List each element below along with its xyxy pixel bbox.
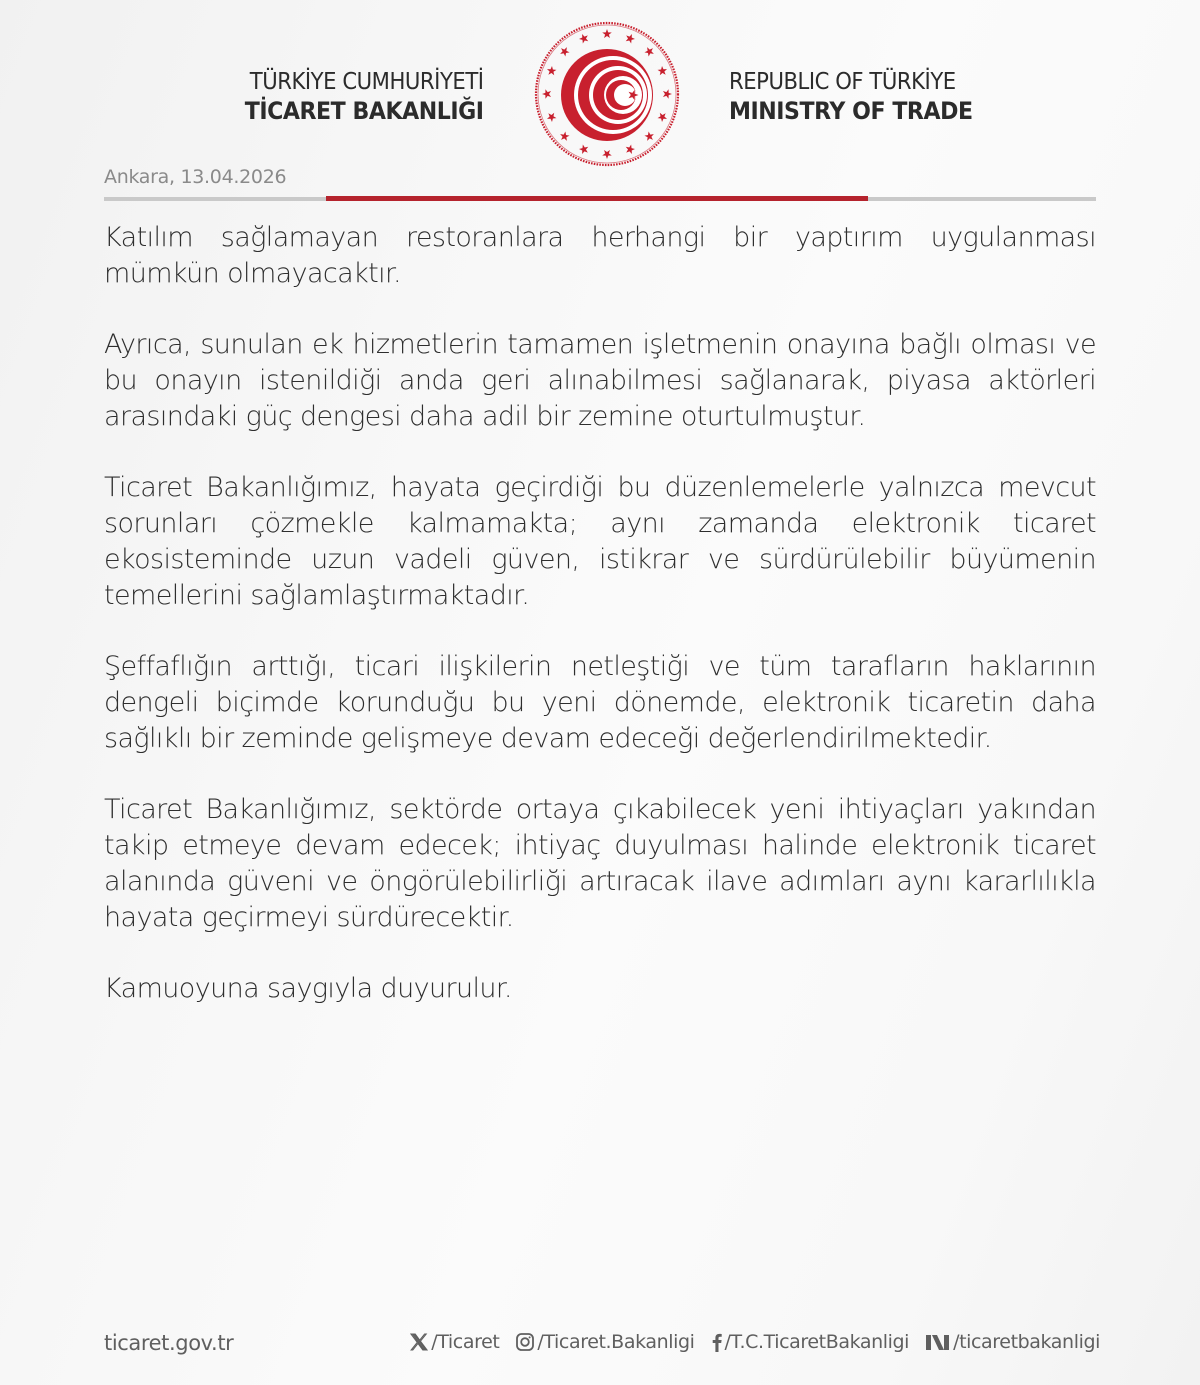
social-instagram[interactable] — [515, 1331, 694, 1353]
press-release-body — [104, 220, 1096, 1042]
website-link[interactable]: ticaret.gov.tr — [104, 1331, 234, 1355]
facebook-handle: /T.C.TicaretBakanligi — [724, 1331, 910, 1353]
social-nsosyal[interactable] — [925, 1331, 1100, 1353]
header-country-tr: TÜRKİYE CUMHURİYETİ — [250, 69, 484, 95]
paragraph: Katılım sağlamayan restoranlara herhangi bir yaptırım uygulanması mümkün olmayacaktır. — [104, 222, 1096, 289]
instagram-icon — [515, 1332, 535, 1352]
header-english-title — [729, 68, 994, 126]
social-links — [409, 1331, 1100, 1353]
closing-line: Kamuoyuna saygıyla duyurulur. — [104, 973, 512, 1004]
nsosyal-handle: /ticaretbakanligi — [953, 1331, 1100, 1353]
footer — [104, 1331, 1100, 1361]
social-facebook[interactable] — [711, 1331, 910, 1353]
paragraph: Şeffaflığın arttığı, ticari ilişkilerin netleştiği ve tüm tarafların haklarının dengeli biçimde korunduğu bu yeni dönemde, elektronik ticaretin daha sağlıklı bir zeminde gelişmeye devam edeceği değerlendirilmektedir. — [104, 651, 1096, 754]
paragraph: Ticaret Bakanlığımız, sektörde ortaya çıkabilecek yeni ihtiyaçları yakından takip etmeye devam edecek; ihtiyaç duyulması halinde elektronik ticaret alanında güveni ve öngörülebilirliği artıracak ilave adımları aynı kararlılıkla hayata geçirmeyi sürdürecektir. — [104, 794, 1096, 933]
header-ministry-tr: TİCARET BAKANLIĞI — [245, 97, 484, 125]
ministry-emblem-icon — [533, 20, 681, 168]
nsosyal-icon — [925, 1332, 951, 1352]
instagram-handle: /Ticaret.Bakanligi — [537, 1331, 695, 1353]
social-x[interactable] — [409, 1331, 499, 1353]
place-date: Ankara, 13.04.2026 — [104, 166, 287, 188]
facebook-icon — [711, 1332, 723, 1352]
header-country-en: REPUBLIC OF TÜRKİYE — [729, 69, 956, 95]
header-ministry-en: MINISTRY OF TRADE — [729, 97, 973, 125]
x-icon — [409, 1332, 429, 1352]
divider-red-accent — [326, 196, 868, 201]
paragraph: Ayrıca, sunulan ek hizmetlerin tamamen işletmenin onayına bağlı olması ve bu onayın istenildiği anda geri alınabilmesi sağlanarak, piyasa aktörleri arasındaki güç dengesi daha adil bir zemine oturtulmuştur. — [104, 329, 1096, 432]
header-turkish-title — [224, 68, 484, 126]
paragraph: Ticaret Bakanlığımız, hayata geçirdiği bu düzenlemelerle yalnızca mevcut sorunları çözmekle kalmamakta; aynı zamanda elektronik ticaret ekosisteminde uzun vadeli güven, istikrar ve sürdürülebilir büyümenin temellerini sağlamlaştırmaktadır. — [104, 472, 1096, 611]
x-handle: /Ticaret — [431, 1331, 500, 1353]
